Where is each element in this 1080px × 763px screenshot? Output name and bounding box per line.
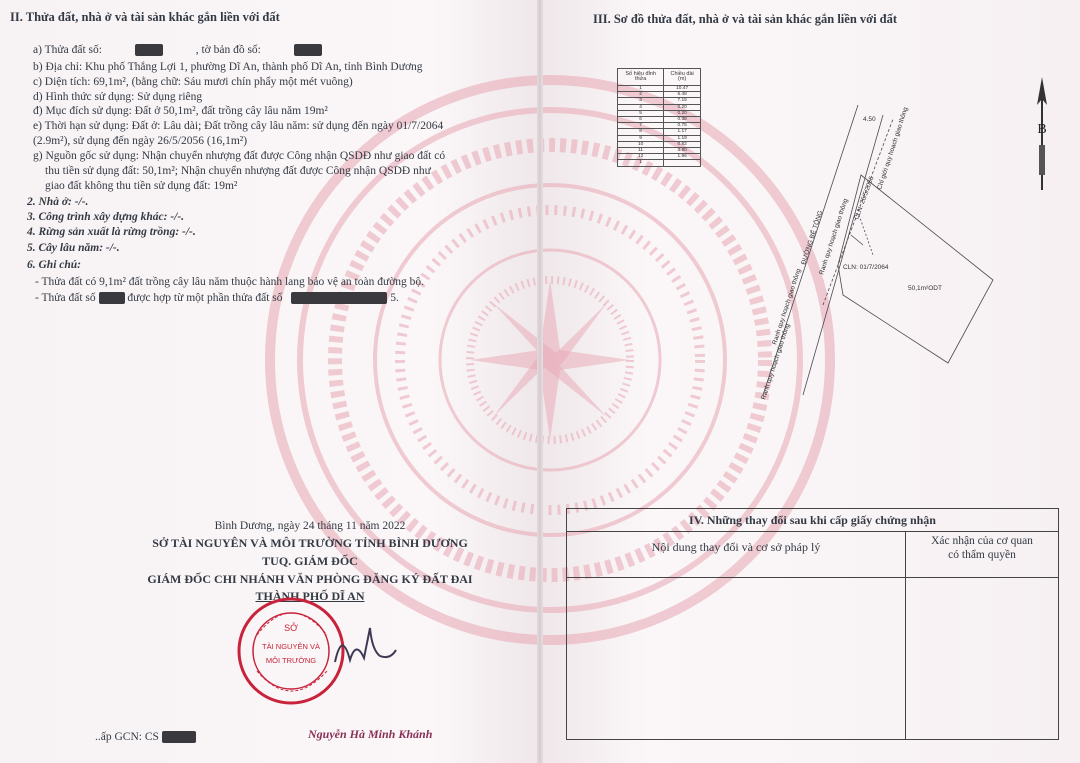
changes-section — [566, 508, 1059, 740]
notes-heading: 6. Ghi chú: — [27, 259, 81, 271]
map-cln-label-1: CLN: 26/5/2056 — [853, 175, 876, 221]
table-row — [618, 160, 701, 166]
vertex-cell: 3 — [618, 98, 664, 104]
usage-term-line-2: (2.9m²), sử dụng đến ngày 26/5/2056 (16,1m²) — [33, 135, 248, 147]
map-dimension-label: 4.50 — [863, 116, 876, 123]
redacted-parcel-ref — [99, 292, 125, 304]
redacted-certificate-number — [162, 731, 196, 743]
authorization-title: TUQ. GIÁM ĐỐC — [262, 554, 358, 568]
branch-director-title: GIÁM ĐỐC CHI NHÁNH VĂN PHÒNG ĐĂNG KÝ ĐẤT ĐAI — [147, 572, 473, 586]
vertex-cell: 6 — [618, 117, 664, 123]
compass-label: B — [1037, 122, 1047, 137]
changes-title-row — [567, 509, 1058, 532]
section-iii-heading: III. Sơ đồ thửa đất, nhà ở và tài sản khác gắn liền với đất — [593, 12, 898, 26]
changes-title: IV. Những thay đổi sau khi cấp giấy chứng nhận — [689, 513, 936, 527]
vertex-cell: 10 — [618, 141, 664, 147]
svg-text:TÀI NGUYÊN VÀ: TÀI NGUYÊN VÀ — [262, 642, 320, 651]
section-ii-heading: II. Thửa đất, nhà ở và tài sản khác gắn liền với đất — [10, 10, 280, 24]
map-planning-label-1: Ranh quy hoạch giao thông — [771, 267, 803, 346]
city-name: THÀNH PHỐ DĨ AN — [255, 589, 365, 603]
parcel-inner-line — [851, 235, 863, 245]
cln-boundary — [859, 215, 873, 255]
length-cell: 7.15 — [664, 98, 701, 104]
vertex-cell: 8 — [618, 129, 664, 135]
other-works-line: 3. Công trình xây dựng khác: -/-. — [27, 211, 185, 223]
signer-name: Nguyễn Hà Minh Khánh — [308, 727, 433, 741]
origin-line-3: giao đất không thu tiền sử dụng đất: 19m² — [45, 180, 238, 192]
map-guide-label: Chỉ giới quy hoạch giao thông — [876, 106, 910, 191]
area-line: c) Diện tích: 69,1m², (bằng chữ: Sáu mươi chín phẩy một mét vuông) — [33, 76, 353, 88]
length-cell: 0.82 — [664, 141, 701, 147]
origin-line-2: thu tiền sử dụng đất: 50,1m²; Nhận chuyển nhượng đất được Công nhận QSDĐ như — [45, 165, 431, 177]
note-2 — [35, 292, 399, 305]
changes-divider — [905, 531, 906, 739]
map-planning-label-3: Ranh quy hoạch giao thông — [818, 197, 850, 276]
length-cell: 0.20 — [664, 110, 701, 116]
origin-line-1: g) Nguồn gốc sử dụng: Nhận chuyển nhượng đất được Công nhận QSDĐ như giao đất có — [33, 150, 446, 162]
vertex-cell: 4 — [618, 104, 664, 110]
length-cell — [664, 160, 701, 166]
map-road-label: ĐƯỜNG BÊ TÔNG — [800, 209, 825, 266]
parcel-number-line — [33, 44, 322, 57]
map-sheet-label: , tờ bản đồ số: — [195, 44, 261, 56]
vertex-cell: 11 — [618, 148, 664, 154]
forest-line: 4. Rừng sản xuất là rừng trồng: -/-. — [27, 226, 196, 238]
redacted-source-parcel — [291, 292, 387, 304]
north-arrow-icon — [1030, 75, 1054, 195]
perennial-trees-line: 5. Cây lâu năm: -/-. — [27, 242, 120, 254]
length-cell: 6.48 — [664, 92, 701, 98]
vertex-cell: 5 — [618, 110, 664, 116]
note-2-middle: được hợp từ một phần thửa đất số — [127, 292, 283, 304]
length-cell: 1.17 — [664, 129, 701, 135]
parcel-map — [743, 95, 1013, 410]
left-page — [0, 0, 537, 763]
address-line: b) Địa chỉ: Khu phố Thắng Lợi 1, phường Dĩ An, thành phố Dĩ An, tỉnh Bình Dương — [33, 61, 423, 73]
changes-header-row — [567, 531, 1058, 578]
house-line: 2. Nhà ở: -/-. — [27, 196, 89, 208]
length-cell: 1.19 — [664, 135, 701, 141]
length-cell: 0.75 — [664, 123, 701, 129]
map-area-label: 50,1m²ODT — [908, 285, 942, 292]
vertex-cell: 2 — [618, 92, 664, 98]
vertex-cell: 7 — [618, 123, 664, 129]
length-cell: 0.20 — [664, 104, 701, 110]
vertex-cell: 12 — [618, 154, 664, 160]
length-cell: 10.47 — [664, 86, 701, 92]
map-cln-label-2: CLN: 01/7/2064 — [843, 264, 889, 271]
issue-date: Bình Dương, ngày 24 tháng 11 năm 2022 — [214, 520, 406, 532]
note-1: - Thửa đất có 9,1m² đất trồng cây lâu năm thuộc hành lang bảo vệ an toàn đường bộ. — [35, 276, 425, 288]
map-planning-label-2: Ranh quy hoạch giao thông — [760, 322, 792, 401]
redacted-parcel-number — [135, 44, 163, 56]
redacted-map-sheet — [294, 44, 322, 56]
parcel-number-label: a) Thửa đất số: — [33, 44, 102, 56]
svg-text:MÔI TRƯỜNG: MÔI TRƯỜNG — [265, 656, 317, 665]
changes-col-confirm-1: Xác nhận của cơ quan — [931, 535, 1033, 547]
usage-purpose-line: đ) Mục đích sử dụng: Đất ở 50,1m², đất trồng cây lâu năm 19m² — [33, 105, 328, 117]
edge-length-table — [617, 68, 701, 167]
vertex-cell: 1 — [618, 160, 664, 166]
vertex-cell: 1 — [618, 86, 664, 92]
length-cell: 3.90 — [664, 148, 701, 154]
certificate-number-label: ..ấp GCN: CS — [95, 731, 159, 743]
vertex-cell: 9 — [618, 135, 664, 141]
note-2-prefix: - Thửa đất số — [35, 292, 96, 304]
changes-col-content: Nội dung thay đổi và cơ sở pháp lý — [651, 540, 821, 554]
road-edge-right — [803, 115, 883, 395]
usage-form-line: d) Hình thức sử dụng: Sử dụng riêng — [33, 91, 203, 103]
note-2-suffix: 5. — [390, 292, 399, 304]
svg-text:SỞ: SỞ — [284, 623, 298, 633]
issuing-department: SỞ TÀI NGUYÊN VÀ MÔI TRƯỜNG TỈNH BÌNH DƯƠNG — [152, 536, 468, 550]
changes-col-confirm-2: có thẩm quyền — [948, 549, 1016, 561]
table-header-vertex: Số hiệu đỉnh thửa — [618, 69, 664, 86]
table-header-length: Chiều dài (m) — [664, 69, 701, 86]
director-signature — [330, 620, 400, 670]
length-cell: 1.96 — [664, 154, 701, 160]
certificate-number — [95, 731, 196, 744]
usage-term-line-1: e) Thời hạn sử dụng: Đất ở: Lâu dài; Đất trồng cây lâu năm: sử dụng đến ngày 01/7/2064 — [33, 120, 444, 132]
length-cell: 0.38 — [664, 117, 701, 123]
